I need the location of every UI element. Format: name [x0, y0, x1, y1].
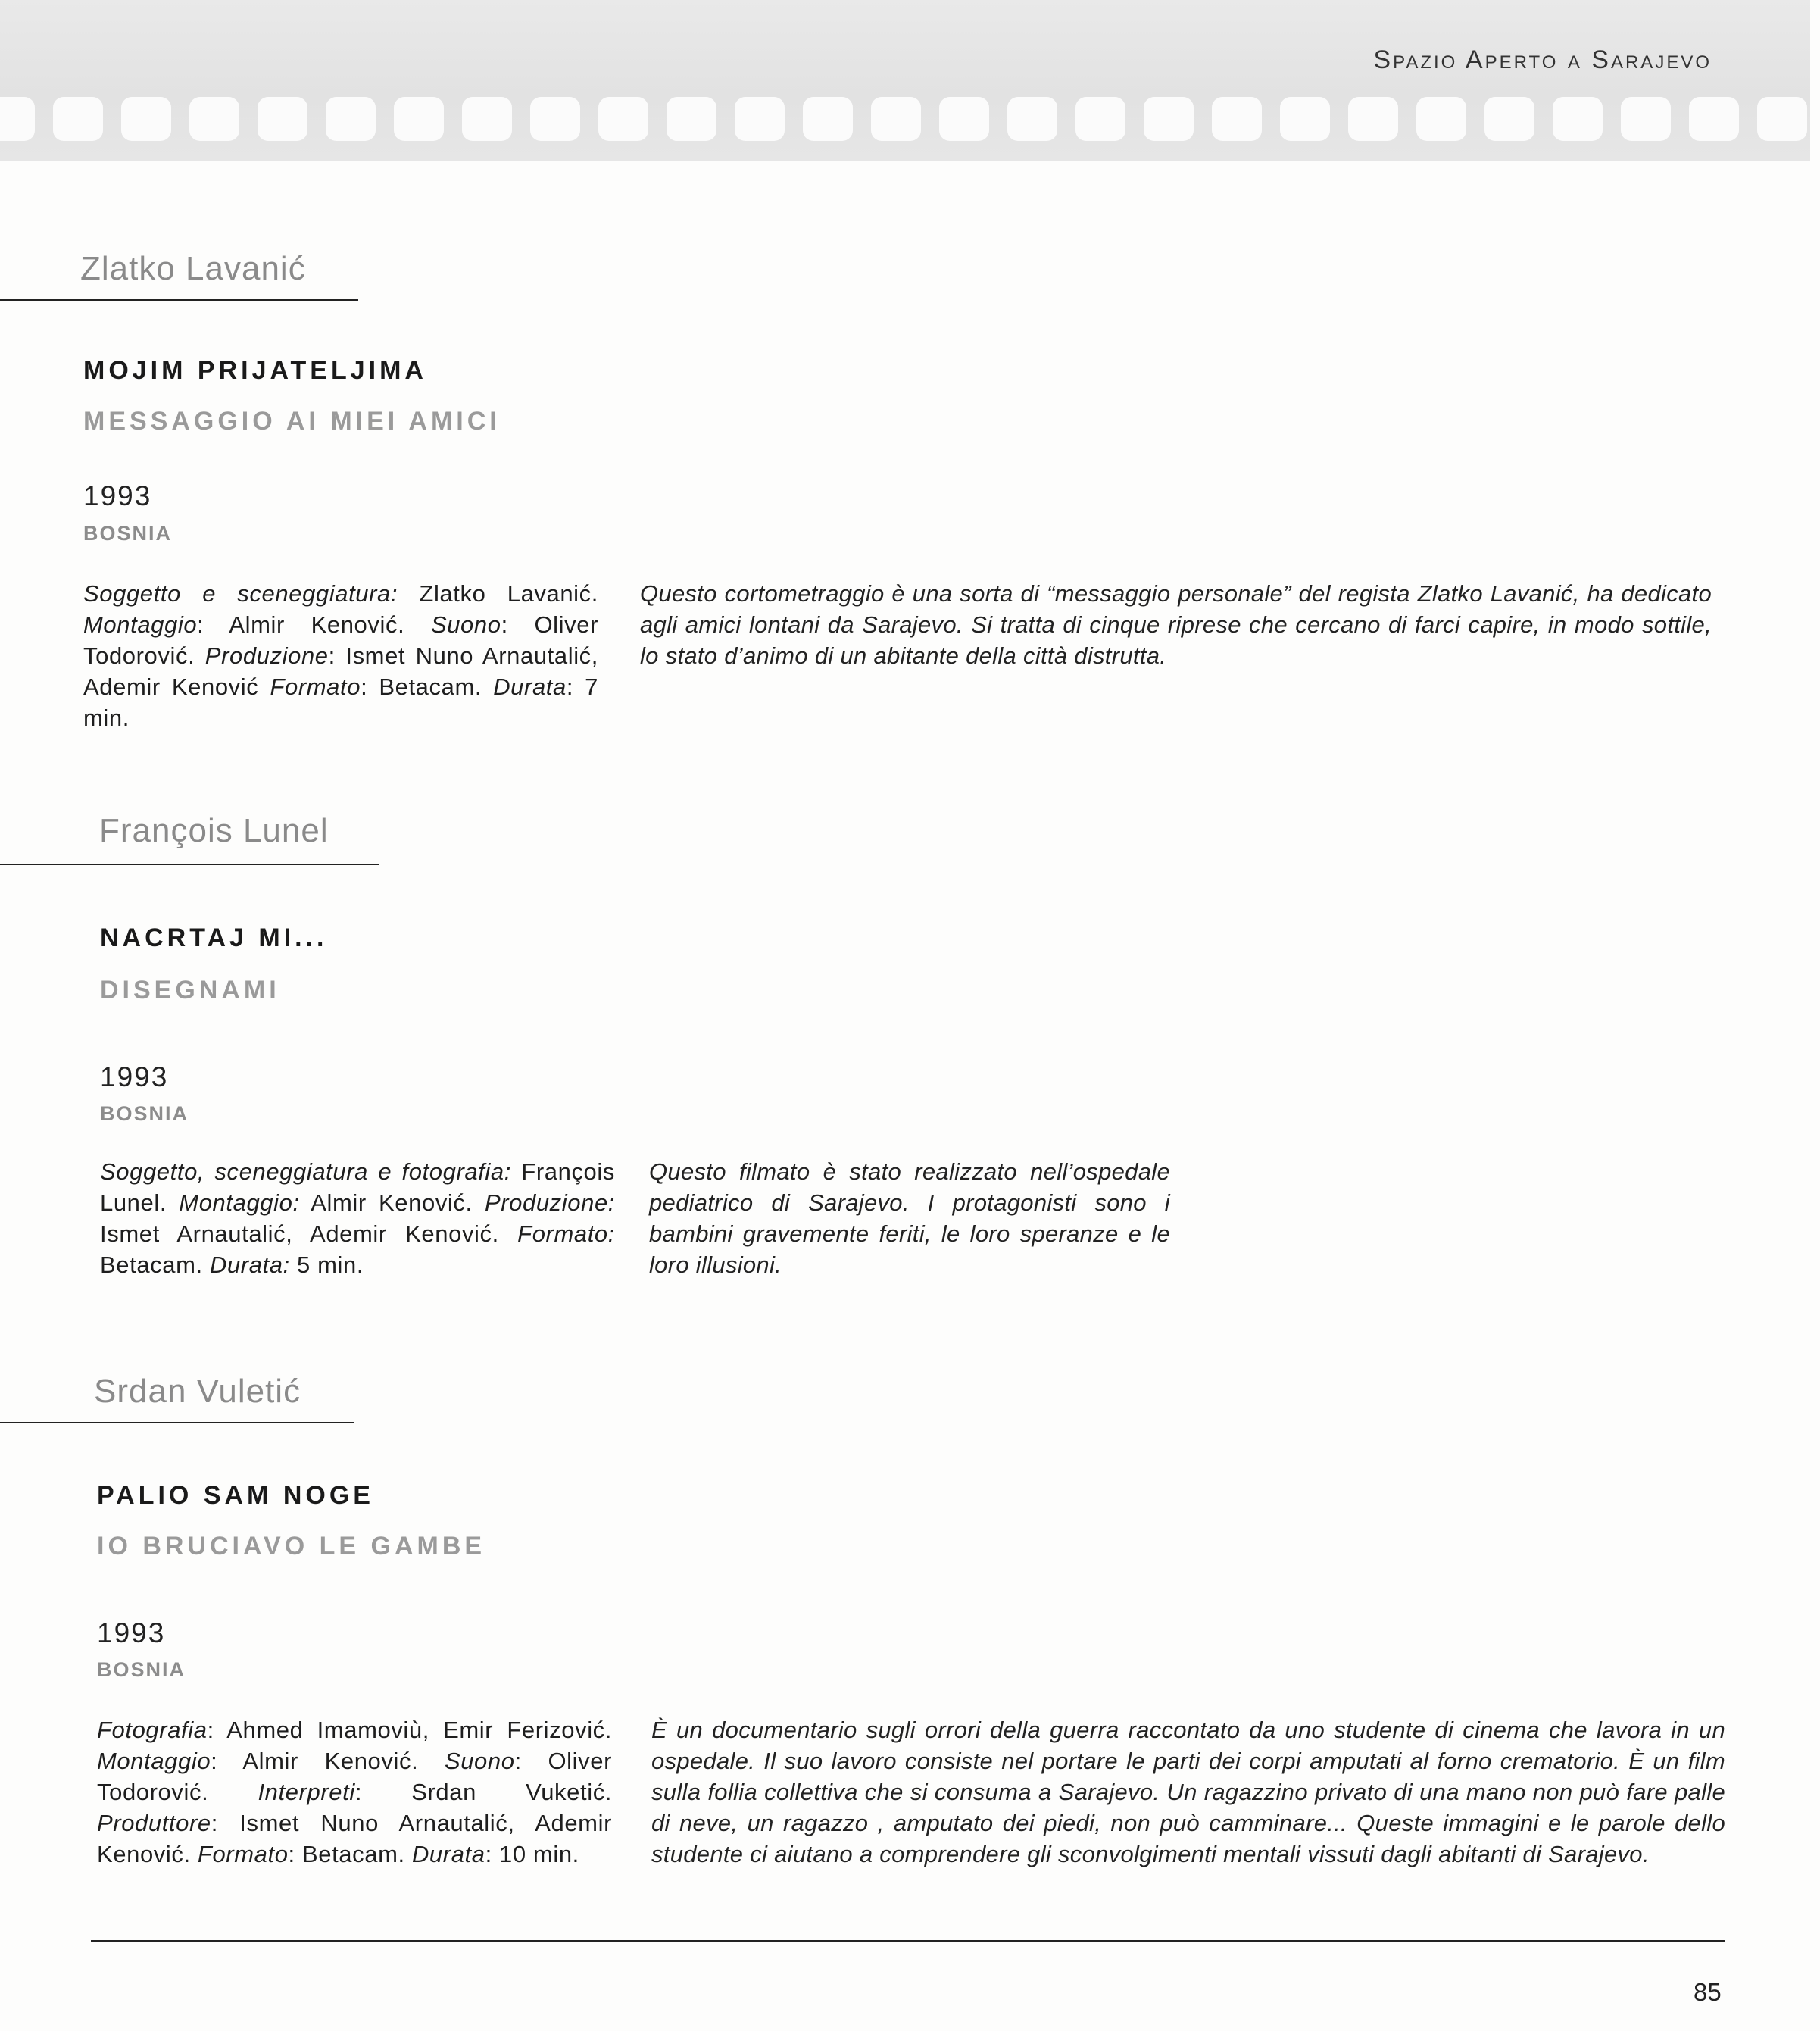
sprocket-hole	[1553, 97, 1603, 141]
credit-label: Durata	[493, 673, 567, 700]
credit-label: Montaggio:	[179, 1189, 300, 1216]
credit-label: Suono	[430, 611, 501, 638]
credit-value: : Ismet Nuno Arnautalić, Ademir Kenović.	[97, 1810, 612, 1867]
credit-label: Durata:	[209, 1251, 290, 1278]
sprocket-hole	[871, 97, 921, 141]
sprocket-hole	[1212, 97, 1262, 141]
credit-value: : Ismet Nuno Arnautalić, Ademir Kenović	[83, 642, 598, 700]
sprocket-hole	[189, 97, 239, 141]
film-credits	[97, 1714, 612, 1870]
credit-value: : 7 min.	[83, 673, 598, 731]
film-synopsis: È un documentario sugli orrori della guerra raccontato da uno studente di cinema che lavora in un ospedale. Il suo lavoro consiste nel portare le parti dei corpi amputati al forno crematorio. È un film sulla follia collettiva che si consuma a Sarajevo. Un ragazzino privato di una mano non può fare palle di neve, un ragazzo , amputato dei piedi, non può camminare... Queste immagini e le parole dello studente ci aiutano a comprendere gli sconvolgimenti mentali vissuti dagli abitanti di Sarajevo.	[651, 1717, 1725, 1867]
sprocket-hole	[121, 97, 171, 141]
director-underline	[0, 299, 358, 301]
sprocket-hole	[1757, 97, 1807, 141]
film-strip-header	[0, 0, 1810, 161]
sprocket-hole	[0, 97, 35, 141]
credit-value: : Srdan Vuketić.	[354, 1779, 613, 1805]
credit-label: Durata	[411, 1841, 485, 1867]
director-name: Srdan Vuletić	[94, 1373, 301, 1410]
sprocket-hole	[258, 97, 307, 141]
sprocket-hole	[1689, 97, 1739, 141]
italian-title: DISEGNAMI	[100, 976, 280, 1005]
original-title: MOJIM PRIJATELJIMA	[83, 356, 427, 385]
film-year: 1993	[83, 480, 152, 511]
film-country: BOSNIA	[100, 1102, 189, 1125]
director-name: Zlatko Lavanić	[80, 250, 306, 287]
credit-value: Almir Kenović.	[299, 1189, 485, 1216]
original-title: NACRTAJ MI...	[100, 923, 328, 952]
sprocket-hole	[735, 97, 785, 141]
credit-value: Ismet Arnautalić, Ademir Kenović.	[100, 1220, 518, 1247]
director-name: François Lunel	[99, 812, 329, 849]
film-country: BOSNIA	[83, 522, 173, 545]
credit-label: Formato:	[517, 1220, 615, 1247]
sprocket-hole	[326, 97, 376, 141]
credit-value: : Oliver Todorović.	[83, 611, 598, 669]
italian-title: IO BRUCIAVO LE GAMBE	[97, 1532, 486, 1561]
film-synopsis: Questo cortometraggio è una sorta di “messaggio personale” del regista Zlatko Lavanić, ha dedicato agli amici lontani da Sarajevo. Si tratta di cinque riprese che cercano di farci capire, in modo sottile, lo stato d’animo di un abitante della città distrutta.	[640, 580, 1712, 669]
credit-value: : Almir Kenović.	[197, 611, 431, 638]
film-sprocket-holes	[0, 97, 1818, 142]
credit-label: Produttore	[97, 1810, 211, 1836]
film-country: BOSNIA	[97, 1658, 186, 1681]
credit-label: Produzione	[204, 642, 329, 669]
credit-label: Interpreti	[258, 1779, 355, 1805]
credit-label: Fotografia	[97, 1717, 208, 1743]
sprocket-hole	[667, 97, 716, 141]
credit-value: François Lunel.	[100, 1158, 615, 1216]
credit-label: Formato	[270, 673, 361, 700]
credit-value: : Betacam.	[288, 1841, 412, 1867]
sprocket-hole	[1075, 97, 1125, 141]
film-year: 1993	[97, 1617, 166, 1648]
credit-value: : Almir Kenović.	[211, 1748, 445, 1774]
film-synopsis: Questo filmato è stato realizzato nell’ospedale pediatrico di Sarajevo. I protagonisti sono i bambini gravemente feriti, le loro speranze e le loro illusioni.	[649, 1158, 1170, 1278]
footer-rule	[91, 1940, 1725, 1942]
sprocket-hole	[1007, 97, 1057, 141]
director-underline	[0, 864, 379, 865]
film-credits	[83, 578, 598, 733]
credit-value: : Betacam.	[361, 673, 494, 700]
page-number: 85	[1694, 1978, 1722, 2006]
sprocket-hole	[394, 97, 444, 141]
sprocket-hole	[803, 97, 853, 141]
sprocket-hole	[1484, 97, 1534, 141]
credit-value: : Ahmed Imamoviù, Emir Ferizović.	[207, 1717, 612, 1743]
sprocket-hole	[1621, 97, 1671, 141]
credit-value: : 10 min.	[485, 1841, 579, 1867]
sprocket-hole	[1416, 97, 1466, 141]
credit-label: Suono	[444, 1748, 515, 1774]
sprocket-hole	[530, 97, 580, 141]
sprocket-hole	[1348, 97, 1398, 141]
sprocket-hole	[939, 97, 989, 141]
sprocket-hole	[598, 97, 648, 141]
original-title: PALIO SAM NOGE	[97, 1481, 374, 1510]
credit-label: Montaggio	[97, 1748, 211, 1774]
sprocket-hole	[1144, 97, 1194, 141]
sprocket-hole	[53, 97, 103, 141]
section-title: Spazio Aperto a Sarajevo	[1373, 45, 1712, 74]
sprocket-hole	[1280, 97, 1330, 141]
film-credits	[100, 1156, 615, 1280]
film-year: 1993	[100, 1061, 169, 1092]
credit-value: 5 min.	[289, 1251, 364, 1278]
credit-label: Montaggio	[83, 611, 198, 638]
credit-value: Betacam.	[100, 1251, 210, 1278]
credit-value: : Oliver Todorović.	[97, 1748, 612, 1805]
credit-label: Soggetto e sceneggiatura:	[83, 580, 398, 607]
italian-title: MESSAGGIO AI MIEI AMICI	[83, 407, 501, 436]
sprocket-hole	[462, 97, 512, 141]
credit-label: Soggetto, sceneggiatura e fotografia:	[100, 1158, 511, 1185]
credit-value: Zlatko Lavanić.	[398, 580, 598, 607]
director-underline	[0, 1422, 354, 1423]
credit-label: Formato	[197, 1841, 289, 1867]
credit-label: Produzione:	[484, 1189, 615, 1216]
